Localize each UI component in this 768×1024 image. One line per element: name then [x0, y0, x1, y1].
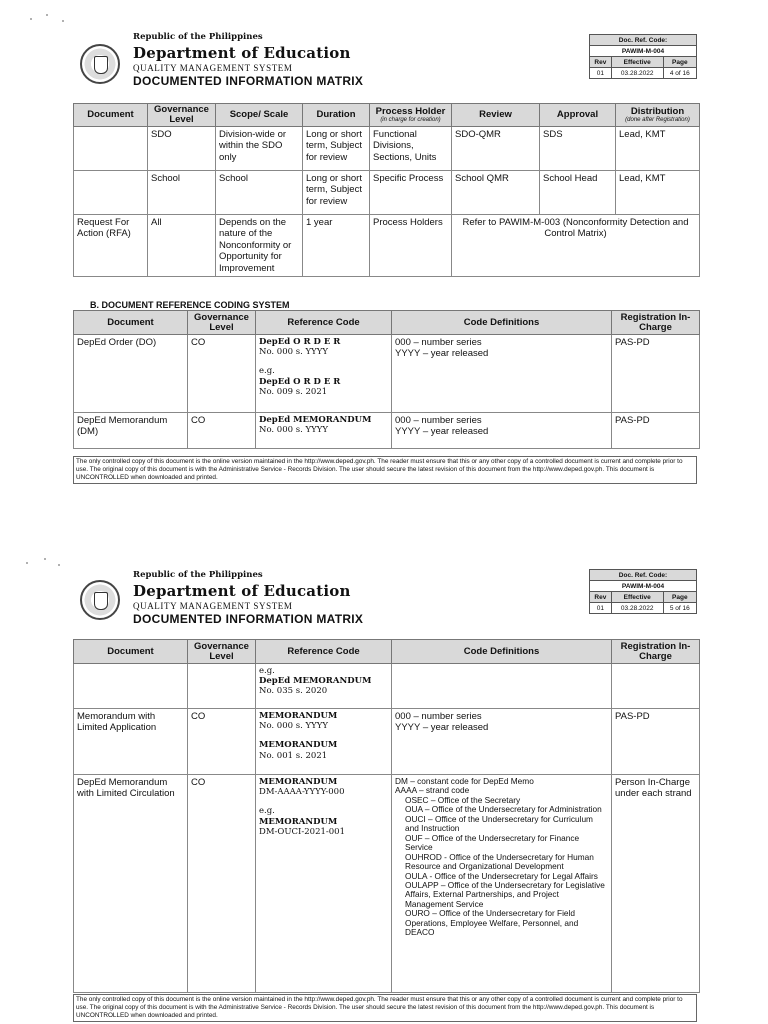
effective-value: 03.28.2022: [611, 603, 663, 614]
rev-label: Rev: [590, 57, 612, 68]
rev-value: 01: [590, 603, 612, 614]
strand-item: OUHROD - Office of the Undersecretary for Human Resource and Organizational Development: [405, 851, 594, 872]
page-title: DOCUMENTED INFORMATION MATRIX: [133, 612, 364, 626]
qms-label: QUALITY MANAGEMENT SYSTEM: [133, 601, 293, 611]
col-code-definitions: Code Definitions: [392, 311, 612, 335]
col-code-definitions: Code Definitions: [392, 640, 612, 664]
col-document: Document: [74, 311, 188, 335]
coding-system-table: [73, 310, 700, 449]
document-page-4: [0, 0, 768, 500]
page-number: 5 of 16: [663, 603, 696, 614]
page-label: Page: [663, 57, 696, 68]
effective-value: 03.28.2022: [611, 68, 663, 79]
docref-label: Doc. Ref. Code:: [590, 570, 697, 581]
col-document: Document: [74, 104, 148, 127]
department-name: Department of Education: [133, 44, 351, 62]
col-governance: Governance Level: [148, 104, 216, 127]
strand-item: OUCI – Office of the Undersecretary for Curriculum and Instruction: [405, 813, 593, 834]
scan-speck: [44, 558, 46, 560]
table-row: DepEd Order (DO) CO DepEd O R D E R No. 000 s. YYYY e.g. DepEd O R D E R No. 009 s. 2021 000 – number series YYYY – year released PAS-PD: [74, 335, 700, 413]
page-number: 4 of 16: [663, 68, 696, 79]
table-row: School School Long or short term, Subject for review Specific Process School QMR School Head Lead, KMT: [74, 170, 700, 214]
scan-speck: [30, 18, 32, 20]
scan-speck: [46, 14, 48, 16]
col-duration: Duration: [303, 104, 370, 127]
strand-item: OSEC – Office of the Secretary: [405, 794, 521, 805]
doc-ref-box: [589, 569, 697, 614]
republic-label: Republic of the Philippines: [133, 32, 263, 42]
col-registration: Registration In-Charge: [612, 311, 700, 335]
rev-value: 01: [590, 68, 612, 79]
document-page-5: [0, 548, 768, 1024]
page-title: DOCUMENTED INFORMATION MATRIX: [133, 74, 364, 88]
page-header: [133, 570, 363, 626]
col-reference-code: Reference Code: [256, 311, 392, 335]
col-governance: Governance Level: [188, 311, 256, 335]
table-row: Memorandum with Limited Application CO MEMORANDUM No. 000 s. YYYY MEMORANDUM No. 001 s. 2021 000 – number series YYYY – year released PAS-PD: [74, 709, 700, 775]
strand-item: OURO – Office of the Undersecretary for Field Operations, Employee Welfare, Personnel, and DEACO: [405, 908, 579, 938]
republic-label: Republic of the Philippines: [133, 570, 263, 580]
docref-code: PAWIM-M-004: [590, 46, 697, 57]
deped-seal-icon: [80, 580, 120, 620]
table-row: e.g. DepEd MEMORANDUM No. 035 s. 2020: [74, 664, 700, 709]
page-header: [133, 32, 363, 88]
col-reference-code: Reference Code: [256, 640, 392, 664]
col-distribution: Distribution (done after Registration): [616, 104, 700, 127]
scan-speck: [58, 564, 60, 566]
table-row: Request For Action (RFA) All Depends on the nature of the Nonconformity or Opportunity for Improvement 1 year Process Holders Refer to PAWIM-M-003 (Nonconformity Detection and Control Matrix): [74, 214, 700, 276]
qms-label: QUALITY MANAGEMENT SYSTEM: [133, 63, 293, 73]
table-row: DepEd Memorandum with Limited Circulation CO MEMORANDUM DM-AAAA-YYYY-000 e.g. MEMORANDUM DM-OUCI-2021-001 DM – constant code for DepEd Memo AAAA – strand code OSEC – Office of the Secretary OUA – Office of the Undersecretary for Administration OUCI – Office of the Undersecretary for Curriculum and Instruction OUF – Office of the Undersecretary for Finance Service OUHROD - Office of the Undersecretary for Human Resource and Organizational Development OULA - Office of the Undersecretary for Legal Affairs OULAPP – Office of the Undersecretary for Legislative Affairs, External Partnerships, and Project Management Service OURO – Office of the Undersecretary for Field Operations, Employee Welfare, Personnel, and DEACO Person In-Charge under each strand: [74, 775, 700, 993]
deped-seal-icon: [80, 44, 120, 84]
col-review: Review: [452, 104, 540, 127]
uncontrolled-copy-notice: The only controlled copy of this document is the online version maintained in the http://www.deped.gov.ph. The reader must ensure that this or any other copy of a controlled document is current and complete prior to use. The original copy of this document is with the Administrative Service - Records Division. The user should secure the latest revision of this document from the http://www.deped.gov.ph. This document is UNCONTROLLED when downloaded and printed.: [73, 994, 697, 1022]
page-label: Page: [663, 592, 696, 603]
department-name: Department of Education: [133, 582, 351, 600]
col-approval: Approval: [540, 104, 616, 127]
scan-speck: [26, 562, 28, 564]
coding-system-table-continued: [73, 639, 700, 993]
docref-code: PAWIM-M-004: [590, 581, 697, 592]
rev-label: Rev: [590, 592, 612, 603]
effective-label: Effective: [611, 57, 663, 68]
col-governance: Governance Level: [188, 640, 256, 664]
col-registration: Registration In-Charge: [612, 640, 700, 664]
col-document: Document: [74, 640, 188, 664]
strand-item: OUF – Office of the Undersecretary for Finance Service: [405, 832, 580, 853]
strand-item: OULAPP – Office of the Undersecretary for Legislative Affairs, External Partnerships, and Project Management Service: [405, 879, 605, 909]
uncontrolled-copy-notice: The only controlled copy of this document is the online version maintained in the http://www.deped.gov.ph. The reader must ensure that this or any other copy of a controlled document is current and complete prior to use. The original copy of this document is with the Administrative Service - Records Division. The user should secure the latest revision of this document from the http://www.deped.gov.ph. This document is UNCONTROLLED when downloaded and printed.: [73, 456, 697, 484]
scan-speck: [62, 20, 64, 22]
section-b-title: B. DOCUMENT REFERENCE CODING SYSTEM: [90, 300, 290, 310]
col-process-holder: Process Holder (in charge for creation): [370, 104, 452, 127]
strand-item: OULA - Office of the Undersecretary for Legal Affairs: [405, 870, 598, 881]
doc-ref-box: [589, 34, 697, 79]
effective-label: Effective: [611, 592, 663, 603]
docref-label: Doc. Ref. Code:: [590, 35, 697, 46]
table-row: DepEd Memorandum (DM) CO DepEd MEMORANDUM No. 000 s. YYYY 000 – number series YYYY – year released PAS-PD: [74, 413, 700, 449]
approval-matrix-table: [73, 103, 700, 277]
table-row: SDO Division-wide or within the SDO only Long or short term, Subject for review Functional Divisions, Sections, Units SDO-QMR SDS Lead, KMT: [74, 126, 700, 170]
strand-item: OUA – Office of the Undersecretary for Administration: [405, 804, 602, 815]
col-scope: Scope/ Scale: [216, 104, 303, 127]
